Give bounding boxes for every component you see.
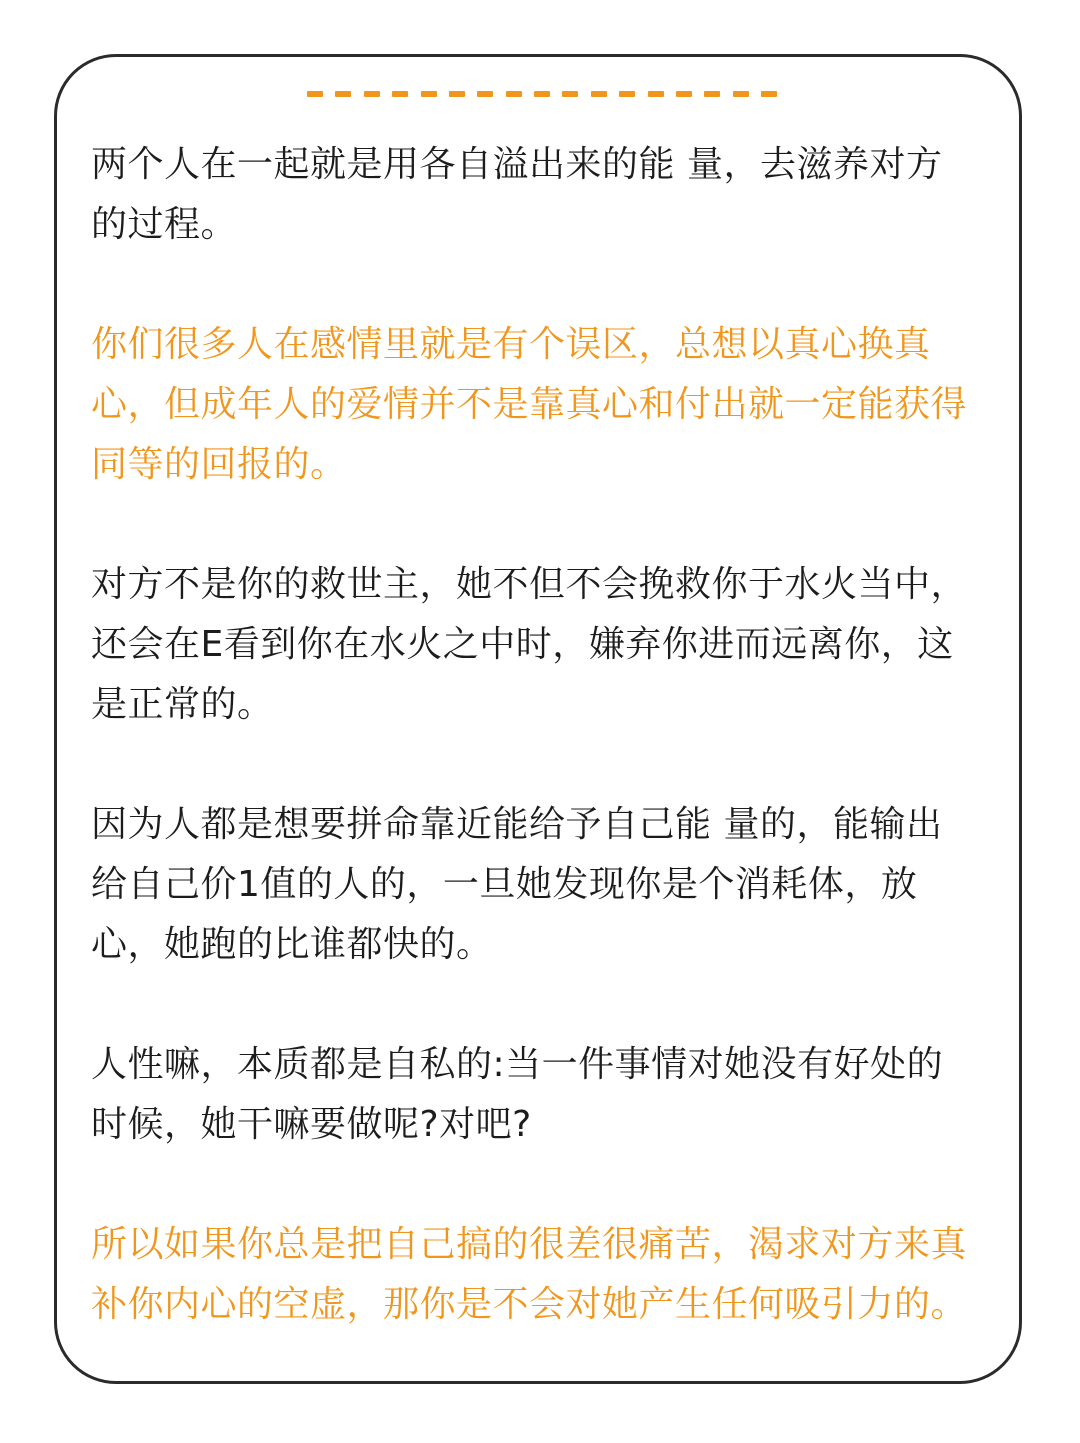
dash-segment: [733, 91, 749, 97]
dash-segment: [676, 91, 692, 97]
dash-segment: [392, 91, 408, 97]
dash-segment: [477, 91, 493, 97]
dash-segment: [761, 91, 777, 97]
text-line: 时候，她干嘛要做呢?对吧?: [91, 1104, 532, 1145]
text-line: 人性嘛，本质都是自私的:当一件事情对她没有好处的: [91, 1044, 944, 1085]
dash-segment: [449, 91, 465, 97]
text-line: 两个人在一起就是用各自溢出来的能 量，去滋养对方: [91, 144, 943, 185]
text-line: 所以如果你总是把自己搞的很差很痛苦，渴求对方来真: [91, 1224, 968, 1265]
paragraph-highlight: [91, 1215, 991, 1335]
text-line: 因为人都是想要拼命靠近能给予自己能 量的，能输出: [91, 804, 943, 845]
paragraph-highlight: [91, 315, 991, 495]
dash-segment: [591, 91, 607, 97]
paragraph: [91, 555, 991, 735]
text-line: 还会在E看到你在水火之中时，嫌弃你进而远离你，这: [91, 624, 954, 665]
dash-segment: [534, 91, 550, 97]
dash-segment: [648, 91, 664, 97]
text-line: 对方不是你的救世主，她不但不会挽救你于水火当中，: [91, 564, 968, 605]
text-line: 补你内心的空虚，那你是不会对她产生任何吸引力的。: [91, 1284, 968, 1325]
text-line: 同等的回报的。: [91, 444, 347, 485]
text-line: 是正常的。: [91, 684, 274, 725]
dash-segment: [364, 91, 380, 97]
text-line: 给自己价1值的人的，一旦她发现你是个消耗体，放: [91, 864, 918, 905]
article-body: [91, 135, 991, 1395]
dash-segment: [562, 91, 578, 97]
dash-segment: [619, 91, 635, 97]
dash-segment: [307, 91, 323, 97]
dash-segment: [421, 91, 437, 97]
paragraph: [91, 135, 991, 255]
dash-segment: [335, 91, 351, 97]
paragraph: [91, 1035, 991, 1155]
dash-segment: [704, 91, 720, 97]
text-line: 的过程。: [91, 204, 238, 245]
dash-segment: [506, 91, 522, 97]
text-line: 你们很多人在感情里就是有个误区，总想以真心换真: [91, 324, 931, 365]
dashed-divider: [307, 91, 777, 97]
text-line: 心，她跑的比谁都快的。: [91, 924, 493, 965]
content-card: [54, 54, 1022, 1384]
text-line: 心，但成年人的爱情并不是靠真心和付出就一定能获得: [91, 384, 968, 425]
paragraph: [91, 795, 991, 975]
